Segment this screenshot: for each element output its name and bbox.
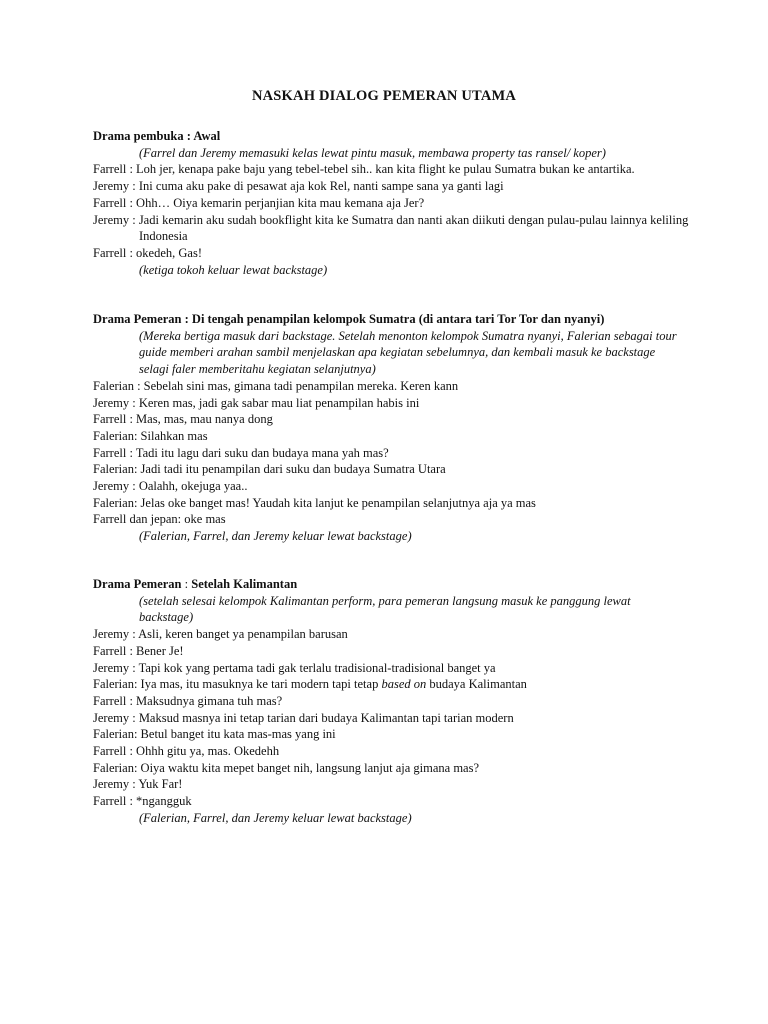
dialogue-line: Falerian : Sebelah sini mas, gimana tadi penampilan mereka. Keren kann: [93, 378, 459, 393]
line-text: Falerian: Iya mas, itu masuknya ke tari modern tapi tetap: [93, 677, 382, 692]
section-kalimantan: [93, 576, 693, 827]
dialogue-line: Farrell : Ohh… Oiya kemarin perjanjian kita mau kemana aja Jer?: [93, 195, 425, 210]
dialogue-line: Farrell dan jepan: oke mas: [93, 512, 226, 527]
line-text: budaya Kalimantan: [426, 677, 527, 692]
dialogue-line: Farrell : okedeh, Gas!: [93, 245, 202, 260]
page-title: NASKAH DIALOG PEMERAN UTAMA: [251, 88, 517, 104]
dialogue-line: Jeremy : Maksud masnya ini tetap tarian dari budaya Kalimantan tapi tarian modern: [93, 710, 514, 725]
heading-part: Drama Pemeran: [93, 577, 182, 591]
stage-direction: (Falerian, Farrel, dan Jeremy keluar lewat backstage): [139, 529, 412, 544]
section-heading: [93, 576, 693, 593]
dialogue-line: Farrell : Tadi itu lagu dari suku dan budaya mana yah mas?: [93, 445, 389, 460]
dialogue-line: Falerian: Betul banget itu kata mas-mas yang ini: [93, 727, 336, 742]
dialogue-line: Jeremy : Tapi kok yang pertama tadi gak terlalu tradisional-tradisional banget ya: [93, 660, 496, 675]
stage-direction: (Mereka bertiga masuk dari backstage. Setelah menonton kelompok Sumatra nyanyi, Falerian sebagai tour guide memberi arahan sambil menjelaskan apa kegiatan sebelumnya, dan kembali masuk ke backstage selagi faler memberitahu kegiatan selanjutnya): [139, 328, 677, 377]
stage-direction: (ketiga tokoh keluar lewat backstage): [139, 262, 328, 277]
dialogue-line: Falerian: Jadi tadi itu penampilan dari suku dan budaya Sumatra Utara: [93, 462, 446, 477]
section-opening: [93, 128, 693, 278]
dialogue-line: Jeremy : Yuk Far!: [93, 777, 183, 792]
stage-direction: (Falerian, Farrel, dan Jeremy keluar lewat backstage): [139, 810, 412, 825]
dialogue-line: Farrell : Maksudnya gimana tuh mas?: [93, 693, 283, 708]
section-heading: Drama pembuka : Awal: [93, 129, 221, 143]
dialogue-line: Jeremy : Asli, keren banget ya penampilan barusan: [93, 627, 348, 642]
dialogue-line: Farrell : Bener Je!: [93, 643, 184, 658]
section-sumatra: [93, 311, 693, 545]
heading-part: Setelah Kalimantan: [191, 577, 298, 591]
dialogue-line: Farrell : *ngangguk: [93, 794, 192, 809]
stage-direction: (setelah selesai kelompok Kalimantan perform, para pemeran langsung masuk ke panggung lewat backstage): [139, 593, 631, 625]
dialogue-line: Farrell : Ohhh gitu ya, mas. Okedehh: [93, 744, 280, 759]
heading-separator: :: [181, 577, 192, 591]
dialogue-line: Falerian: Jelas oke banget mas! Yaudah kita lanjut ke penampilan selanjutnya aja ya mas: [93, 495, 536, 510]
dialogue-line: Falerian: Silahkan mas: [93, 428, 208, 443]
dialogue-line: Jeremy : Ini cuma aku pake di pesawat aja kok Rel, nanti sampe sana ya ganti lagi: [93, 179, 504, 194]
dialogue-line: [93, 676, 693, 693]
dialogue-line: Falerian: Oiya waktu kita mepet banget nih, langsung lanjut aja gimana mas?: [93, 760, 479, 775]
section-heading: Drama Pemeran : Di tengah penampilan kelompok Sumatra (di antara tari Tor Tor dan nyanyi): [93, 312, 605, 326]
dialogue-line: Farrell : Loh jer, kenapa pake baju yang tebel-tebel sih.. kan kita flight ke pulau Sumatra bukan ke antartika.: [93, 162, 635, 177]
dialogue-line: Jeremy : Keren mas, jadi gak sabar mau liat penampilan habis ini: [93, 395, 420, 410]
dialogue-line: Jeremy : Oalahh, okejuga yaa..: [93, 479, 248, 494]
dialogue-line: Jeremy : Jadi kemarin aku sudah bookflight kita ke Sumatra dan nanti akan diikuti dengan pulau-pulau lainnya keliling Indonesia: [93, 212, 689, 244]
stage-direction: (Farrel dan Jeremy memasuki kelas lewat pintu masuk, membawa property tas ransel/ koper): [139, 145, 606, 160]
dialogue-line: Farrell : Mas, mas, mau nanya dong: [93, 412, 273, 427]
line-italic-text: based on: [381, 677, 427, 692]
